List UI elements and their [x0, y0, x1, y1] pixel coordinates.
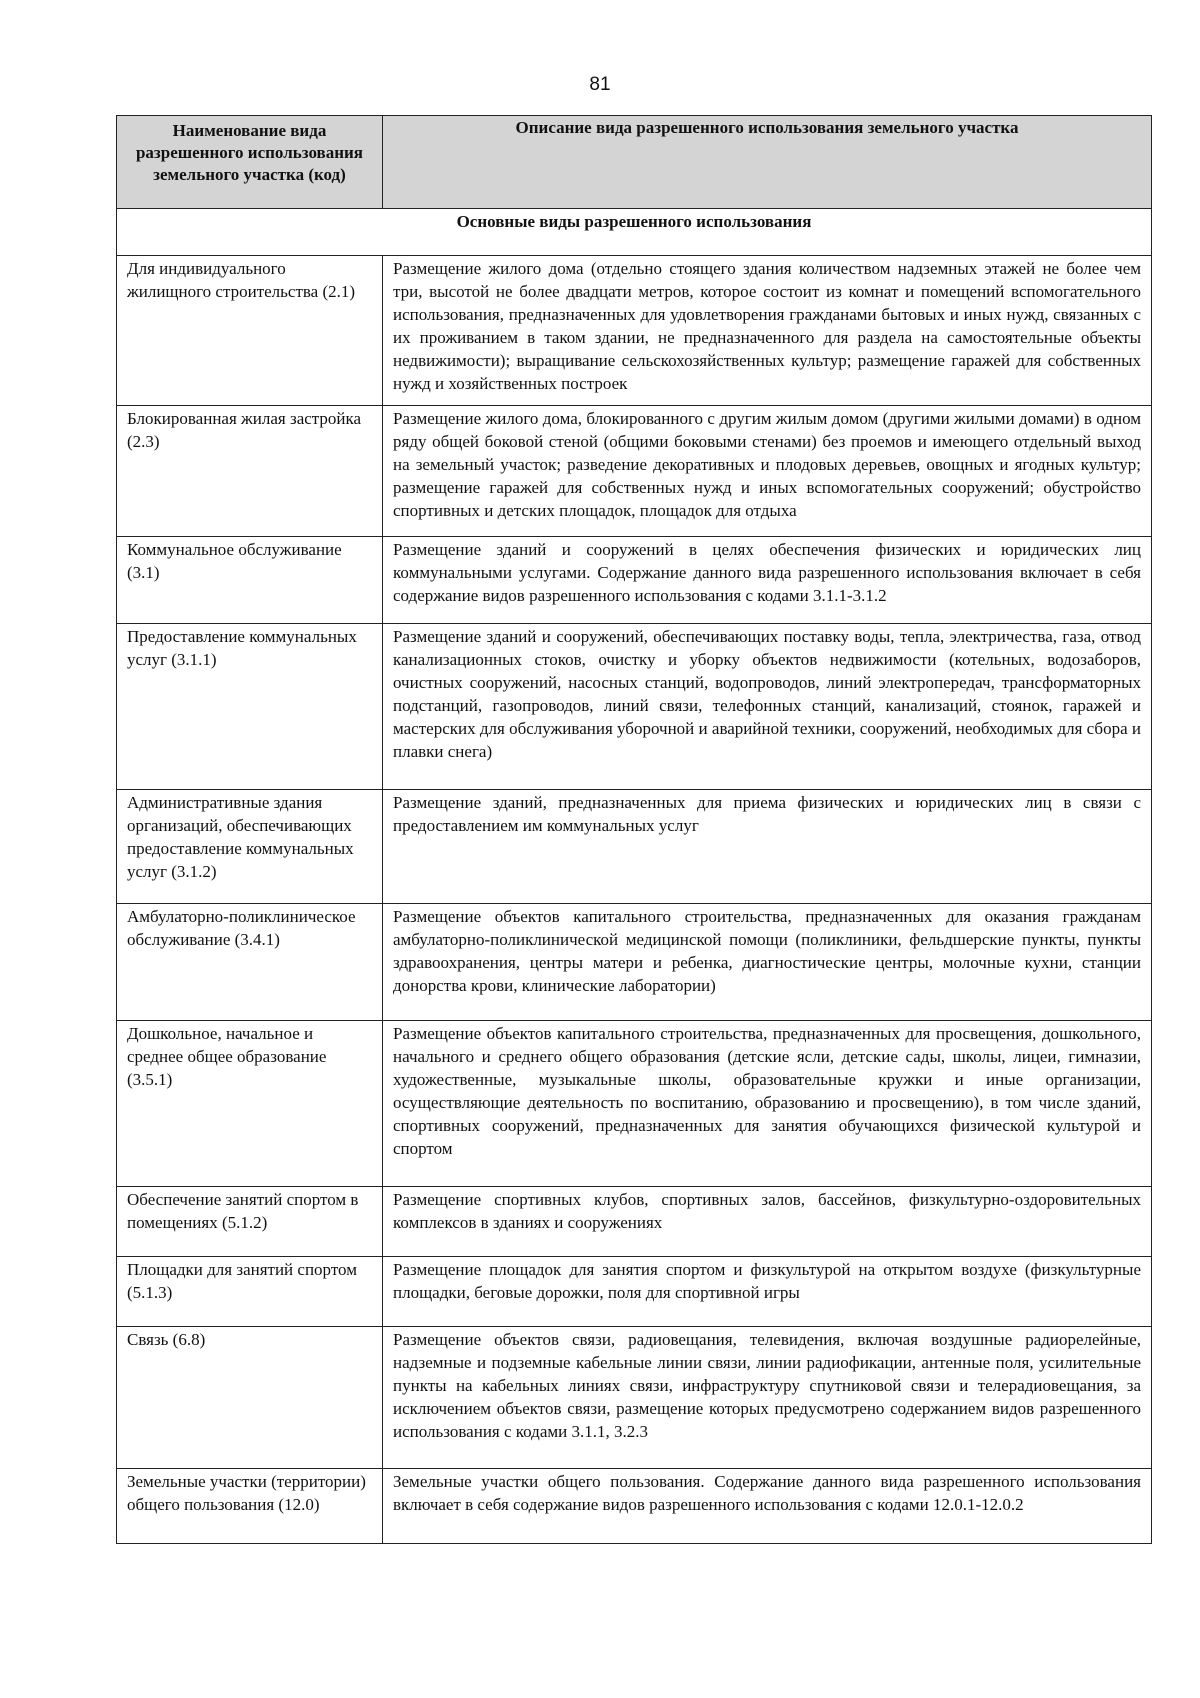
table-row [117, 624, 1152, 790]
page-number: 81 [589, 74, 611, 95]
table-row [117, 1187, 1152, 1257]
table-row [117, 256, 1152, 406]
table-row [117, 537, 1152, 624]
use-type-description: Размещение объектов связи, радиовещания, телевидения, включая воздушные радиорелейные, надземные и подземные кабельные линии связи, линии радиофикации, антенные поля, усилительные пункты на кабельных линиях связи, инфраструктуру спутниковой связи и телерадиовещания, за исключением объектов связи, размещение которых предусмотрено содержанием видов разрешенного использования с кодами 3.1.1, 3.2.3 [383, 1327, 1152, 1469]
use-type-description: Размещение площадок для занятия спортом и физкультурой на открытом воздухе (физкультурные площадки, беговые дорожки, поля для спортивной игры [383, 1257, 1152, 1327]
use-type-description: Размещение объектов капитального строительства, предназначенных для просвещения, дошкольного, начального и среднего общего образования (детские ясли, детские сады, школы, лицеи, гимназии, художественные, музыкальные школы, образовательные кружки и иные организации, осуществляющие деятельность по воспитанию, образованию и просвещению), в том числе зданий, спортивных сооружений, предназначенных для занятия обучающихся физической культурой и спортом [383, 1021, 1152, 1187]
table-row [117, 1257, 1152, 1327]
table-row [117, 790, 1152, 904]
table-row [117, 1327, 1152, 1469]
use-type-name: Коммунальное обслуживание (3.1) [117, 537, 383, 624]
use-type-name: Земельные участки (территории) общего пользования (12.0) [117, 1469, 383, 1544]
use-type-name: Амбулаторно-поликлиническое обслуживание (3.4.1) [117, 904, 383, 1021]
section-title: Основные виды разрешенного использования [117, 209, 1152, 256]
use-type-name: Связь (6.8) [117, 1327, 383, 1469]
use-type-description: Размещение зданий, предназначенных для приема физических и юридических лиц в связи с предоставлением им коммунальных услуг [383, 790, 1152, 904]
table-row [117, 1469, 1152, 1544]
use-type-description: Размещение зданий и сооружений в целях обеспечения физических и юридических лиц коммунальными услугами. Содержание данного вида разрешенного использования включает в себя содержание видов разрешенного использования с кодами 3.1.1-3.1.2 [383, 537, 1152, 624]
table-row [117, 904, 1152, 1021]
section-row [117, 209, 1152, 256]
use-type-description: Размещение объектов капитального строительства, предназначенных для оказания гражданам амбулаторно-поликлинической медицинской помощи (поликлиники, фельдшерские пункты, пункты здравоохранения, центры матери и ребенка, диагностические центры, молочные кухни, станции донорства крови, клинические лаборатории) [383, 904, 1152, 1021]
use-type-description: Размещение спортивных клубов, спортивных залов, бассейнов, физкультурно-оздоровительных комплексов в зданиях и сооружениях [383, 1187, 1152, 1257]
use-type-name: Площадки для занятий спортом (5.1.3) [117, 1257, 383, 1327]
use-type-description: Земельные участки общего пользования. Содержание данного вида разрешенного использования включает в себя содержание видов разрешенного использования с кодами 12.0.1-12.0.2 [383, 1469, 1152, 1544]
use-type-name: Блокированная жилая застройка (2.3) [117, 406, 383, 537]
use-type-description: Размещение жилого дома (отдельно стоящего здания количеством надземных этажей не более чем три, высотой не более двадцати метров, которое состоит из комнат и помещений вспомогательного использования, предназначенных для удовлетворения гражданами бытовых и иных нужд, связанных с их проживанием в таком здании, не предназначенного для раздела на самостоятельные объекты недвижимости); выращивание сельскохозяйственных культур; размещение гаражей для собственных нужд и хозяйственных построек [383, 256, 1152, 406]
table-row [117, 406, 1152, 537]
use-type-description: Размещение зданий и сооружений, обеспечивающих поставку воды, тепла, электричества, газа, отвод канализационных стоков, очистку и уборку объектов недвижимости (котельных, водозаборов, очистных сооружений, насосных станций, водопроводов, линий электропередач, трансформаторных подстанций, газопроводов, линий связи, телефонных станций, канализаций, стоянок, гаражей и мастерских для обслуживания уборочной и аварийной техники, сооружений, необходимых для сбора и плавки снега) [383, 624, 1152, 790]
use-type-name: Предоставление коммунальных услуг (3.1.1) [117, 624, 383, 790]
use-type-name: Для индивидуального жилищного строительства (2.1) [117, 256, 383, 406]
header-name-column: Наименование вида разрешенного использования земельного участка (код) [117, 116, 383, 209]
table-header-row [117, 116, 1152, 209]
use-type-description: Размещение жилого дома, блокированного с другим жилым домом (другими жилыми домами) в одном ряду общей боковой стеной (общими боковыми стенами) без проемов и имеющего отдельный выход на земельный участок; разведение декоративных и плодовых деревьев, овощных и ягодных культур; размещение гаражей для собственных нужд и иных вспомогательных сооружений; обустройство спортивных и детских площадок, площадок для отдыха [383, 406, 1152, 537]
use-type-name: Обеспечение занятий спортом в помещениях (5.1.2) [117, 1187, 383, 1257]
land-use-table [116, 115, 1152, 1544]
table-row [117, 1021, 1152, 1187]
header-description-column: Описание вида разрешенного использования земельного участка [383, 116, 1152, 209]
use-type-name: Административные здания организаций, обеспечивающих предоставление коммунальных услуг (3.1.2) [117, 790, 383, 904]
use-type-name: Дошкольное, начальное и среднее общее образование (3.5.1) [117, 1021, 383, 1187]
